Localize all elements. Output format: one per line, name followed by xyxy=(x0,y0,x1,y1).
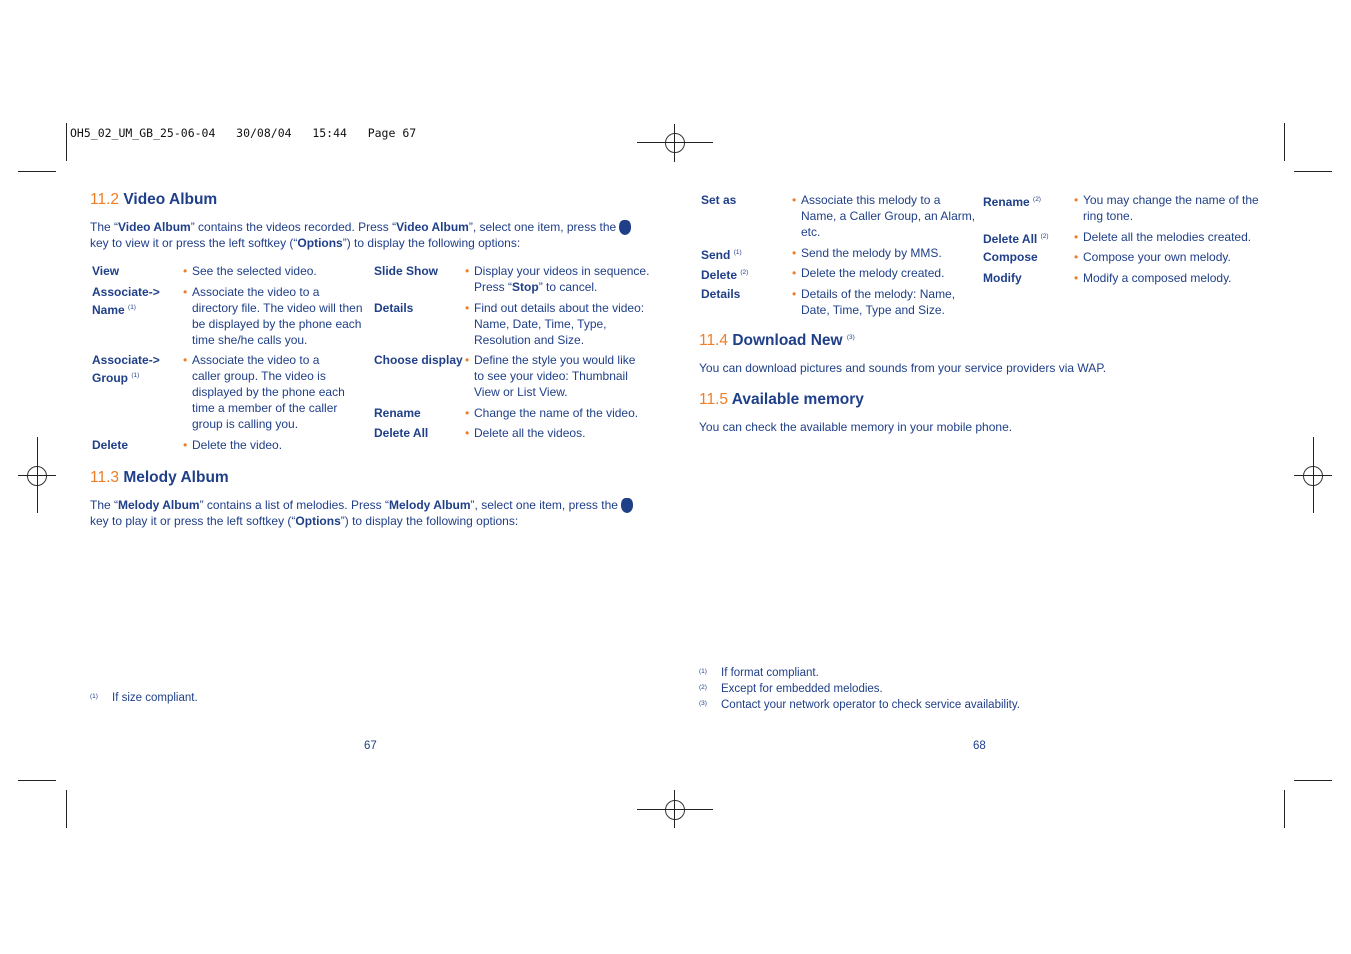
footnote-ref: (3) xyxy=(846,333,855,341)
section-heading-available-memory xyxy=(699,391,864,409)
option-term: Delete All xyxy=(374,426,429,440)
crop-mark xyxy=(637,809,713,810)
print-slug: OH5_02_UM_GB_25-06-04 30/08/04 15:44 Page 67 xyxy=(70,126,417,140)
page-number: 68 xyxy=(973,740,986,752)
ok-key-icon xyxy=(621,498,633,513)
registration-mark xyxy=(665,133,685,153)
option-desc: Modify a composed melody. xyxy=(1083,271,1232,285)
crop-mark xyxy=(674,124,675,162)
bullet: • xyxy=(183,285,188,299)
option-desc: Display your videos in sequence. Press “Stop” to cancel. xyxy=(474,264,650,294)
option-term: Associate-> Group $^{(1)}$ xyxy=(92,353,160,385)
crop-mark xyxy=(66,790,67,828)
bullet: • xyxy=(465,301,470,315)
page-number: 67 xyxy=(364,740,377,752)
option-term: Choose display xyxy=(374,353,463,367)
footnote: (2) Except for embedded melodies. xyxy=(699,683,883,695)
option-term: Compose xyxy=(983,250,1038,264)
footnote: (3) Contact your network operator to check service availability. xyxy=(699,699,1020,711)
crop-mark xyxy=(37,437,38,513)
option-desc: Find out details about the video: Name, Date, Time, Type, Resolution and Size. xyxy=(474,301,645,347)
option-desc: Compose your own melody. xyxy=(1083,250,1231,264)
option-desc: Delete the melody created. xyxy=(801,266,945,280)
option-term: Rename $^{(2)}$ xyxy=(983,195,1041,209)
option-desc: Delete all the videos. xyxy=(474,426,586,440)
crop-mark xyxy=(674,790,675,828)
bullet: • xyxy=(792,193,797,207)
bullet: • xyxy=(792,266,797,280)
section-heading-melody-album xyxy=(90,469,229,487)
bullet: • xyxy=(792,246,797,260)
crop-mark xyxy=(1284,790,1285,828)
footnote: (1) If size compliant. xyxy=(90,692,198,704)
option-desc: Define the style you would like to see your video: Thumbnail View or List View. xyxy=(474,353,636,399)
bullet: • xyxy=(183,264,188,278)
video-album-intro: The “Video Album” contains the videos recorded. Press “Video Album”, select one item, press the key to view it or press the left softkey (“Options”) to display the following options: xyxy=(90,219,650,251)
option-desc: See the selected video. xyxy=(192,264,317,278)
option-desc: Details of the melody: Name, Date, Time, Type and Size. xyxy=(801,287,956,317)
option-desc: Delete the video. xyxy=(192,438,283,452)
option-desc: Associate this melody to a Name, a Caller Group, an Alarm, etc. xyxy=(801,193,976,239)
option-desc: Delete all the melodies created. xyxy=(1083,230,1252,244)
option-term: Modify xyxy=(983,271,1022,285)
option-term: Delete All $^{(2)}$ xyxy=(983,232,1049,246)
section-heading-download-new xyxy=(699,332,855,350)
footnote: (1) If format compliant. xyxy=(699,667,819,679)
option-desc: Associate the video to a caller group. The video is displayed by the phone each time a member of the caller group is calling you. xyxy=(192,353,345,431)
option-desc: Change the name of the video. xyxy=(474,406,639,420)
section-heading-video-album xyxy=(90,191,217,209)
option-desc: You may change the name of the ring tone. xyxy=(1083,193,1259,223)
bullet: • xyxy=(465,264,470,278)
download-new-text: You can download pictures and sounds from your service providers via WAP. xyxy=(699,361,1107,375)
bullet: • xyxy=(1074,250,1079,264)
section-title: Available memory xyxy=(731,391,864,408)
section-title: Download New xyxy=(732,332,843,349)
crop-mark xyxy=(1313,437,1314,513)
crop-mark xyxy=(637,142,713,143)
bullet: • xyxy=(1074,271,1079,285)
registration-mark xyxy=(665,800,685,820)
bullet: • xyxy=(1074,230,1079,244)
option-term: Set as xyxy=(701,193,737,207)
bullet: • xyxy=(465,426,470,440)
crop-mark xyxy=(18,780,56,781)
melody-album-intro: The “Melody Album” contains a list of melodies. Press “Melody Album”, select one item, press the key to play it or press the left softkey (“Options”) to display the following options: xyxy=(90,497,650,529)
bullet: • xyxy=(183,353,188,367)
option-term: Rename xyxy=(374,406,421,420)
crop-mark xyxy=(1294,171,1332,172)
crop-mark xyxy=(18,171,56,172)
bullet: • xyxy=(465,406,470,420)
available-memory-text: You can check the available memory in your mobile phone. xyxy=(699,420,1013,434)
bullet: • xyxy=(465,353,470,367)
section-title: Video Album xyxy=(123,191,218,208)
crop-mark xyxy=(1284,123,1285,161)
option-desc: Associate the video to a directory file. The video will then be displayed by the phone each time she/he calls you. xyxy=(192,285,363,347)
crop-mark xyxy=(1294,780,1332,781)
option-term: Send $^{(1)}$ xyxy=(701,248,742,262)
option-term: Details xyxy=(701,287,741,301)
option-term: Associate-> Name $^{(1)}$ xyxy=(92,285,160,317)
option-term: Details xyxy=(374,301,414,315)
option-desc: Send the melody by MMS. xyxy=(801,246,942,260)
crop-mark xyxy=(66,123,67,161)
option-term: View xyxy=(92,264,120,278)
section-number: 11.3 xyxy=(90,469,120,486)
bullet: • xyxy=(792,287,797,301)
bullet: • xyxy=(183,438,188,452)
section-title: Melody Album xyxy=(123,469,229,486)
section-number: 11.2 xyxy=(90,191,120,208)
ok-key-icon xyxy=(619,220,631,235)
option-term: Delete $^{(2)}$ xyxy=(701,268,749,282)
bullet: • xyxy=(1074,193,1079,207)
section-number: 11.5 xyxy=(699,391,729,408)
section-number: 11.4 xyxy=(699,332,729,349)
option-term: Delete xyxy=(92,438,129,452)
option-term: Slide Show xyxy=(374,264,439,278)
